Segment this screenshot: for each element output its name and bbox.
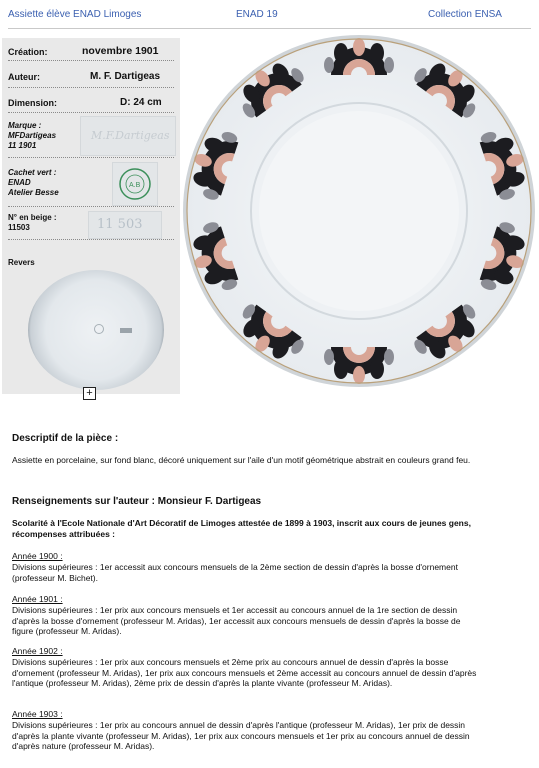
creation-row [8,40,174,61]
green-stamp-icon [113,163,157,205]
creation-label: Création: [8,47,48,57]
year-text: Divisions supérieures : 1er prix au concours annuel de dessin d'après l'antique (professeur M. Aridas), 1er prix de dessin d'après la plante vivante (professeur M. Aridas), 1er prix aux concours mensuels et 1er prix au concours annuel de dessin d'après nature (professeur M. Aridas). [12,720,470,751]
auteur-row [8,61,174,88]
dimension-label: Dimension: [8,98,58,108]
auteur-label: Auteur: [8,72,40,82]
page-header [0,0,539,30]
year-label: Année 1901 : [12,594,63,604]
year-label: Année 1900 : [12,551,63,561]
creation-value: novembre 1901 [82,45,159,57]
header-divider [8,28,531,29]
year-label: Année 1903 : [12,709,63,719]
marque-signature: M.F.Dartigeas [91,129,170,142]
marque-label: Marque : MFDartigeas 11 1901 [8,121,57,150]
svg-text:A.B: A.B [129,182,141,189]
beige-number-mark: 11 503 [97,217,143,232]
beige-photo [88,211,162,239]
year-text: Divisions supérieures : 1er prix aux concours mensuels et 2ème prix au concours annuel de dessin d'après la bosse d'ornement (professeur M. Aridas), 1er prix aux concours mensuels et 2ème accessit au concours annuel de dessin d'après l'antique (professeur M. Aridas), 2ème prix de dessin d'après la plante vivante (professeur M. Aridas). [12,657,477,688]
plate-photo [181,33,538,390]
dimension-value: D: 24 cm [120,97,162,108]
description-title: Descriptif de la pièce : [12,433,119,444]
year-text: Divisions supérieures : 1er accessit aux concours mensuels de la 2ème section de dessin d'après la bosse d'ornement (professeur M. Bichet). [12,562,458,583]
cachet-label: Cachet vert : ENAD Atelier Besse [8,168,59,197]
plate-reverse-photo [28,270,164,390]
author-title: Renseignements sur l'auteur : Monsieur F. Dartigeas [12,496,262,507]
year-text: Divisions supérieures : 1er prix aux concours mensuels et 1er accessit au concours annuel de la 1re section de dessin d'après la bosse d'ornement (professeur M. Aridas), 1er accessit aux concours mensuels de dessin d'après la bosse de figure (professeur M. Aridas). [12,605,461,636]
revers-label: Revers [8,258,35,267]
year-label: Année 1902 : [12,646,63,656]
description-text: Assiette en porcelaine, sur fond blanc, décoré uniquement sur l'aile d'un motif géométrique abstrait en couleurs grand feu. [12,455,471,465]
author-intro: Scolarité à l'Ecole Nationale d'Art Décoratif de Limoges attestée de 1899 à 1903, inscrit aux cours de jeunes gens, récompenses attribuées : [12,518,471,539]
header-center: ENAD 19 [236,9,278,20]
plus-box-icon[interactable]: + [83,387,96,400]
marque-photo [80,116,176,156]
beige-label: N° en beige : 11503 [8,213,57,232]
cachet-photo [112,162,158,206]
dimension-row [8,88,174,113]
marque-row [8,113,174,158]
header-left: Assiette élève ENAD Limoges [8,9,142,20]
cachet-row [8,158,174,207]
beige-row [8,207,174,240]
header-right: Collection ENSA [428,9,502,20]
auteur-value: M. F. Dartigeas [90,71,161,82]
reverse-stamp [94,324,104,334]
reverse-label-mark [120,328,132,333]
